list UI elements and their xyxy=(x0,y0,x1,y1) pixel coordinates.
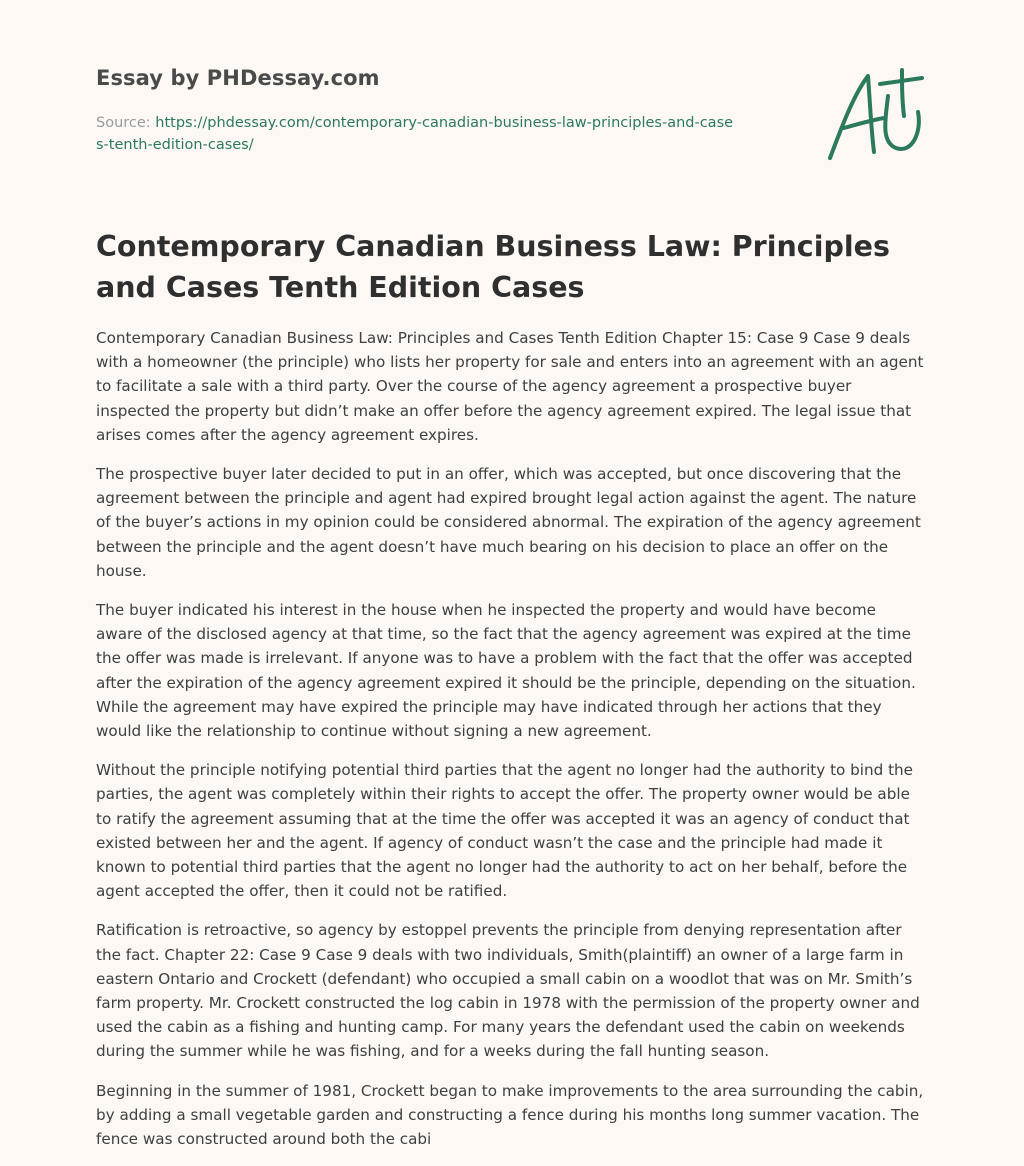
body-paragraph: Contemporary Canadian Business Law: Principles and Cases Tenth Edition Chapter 15: Case 9 Case 9 deals with a homeowner (the principle) who lists her property for sale and enters into an agreement with an agent to facilitate a sale with a third party. Over the course of the agency agreement a prospective buyer inspected the property but didn’t make an offer before the agency agreement expired. The legal issue that arises comes after the agency agreement expires. xyxy=(96,329,924,444)
source-link[interactable]: https://phdessay.com/contemporary-canadian-business-law-principles-and-cases-tenth-edition-cases/ xyxy=(96,115,734,153)
source-label: Source: xyxy=(96,115,151,131)
body-paragraph: Ratification is retroactive, so agency by estoppel prevents the principle from denying representation after the fact. Chapter 22: Case 9 Case 9 deals with two individuals, Smith(plaintiff) an owner of a large farm in eastern Ontario and Crockett (defendant) who occupied a small cabin on a woodlot that was on Mr. Smith’s farm property. Mr. Crockett constructed the log cabin in 1978 with the permission of the property owner and used the cabin as a fishing and hunting camp. For many years the defendant used the cabin on weekends during the summer while he was fishing, and for a weeks during the fall hunting season. xyxy=(96,921,920,1061)
source-line xyxy=(96,112,736,156)
body-paragraph: The prospective buyer later decided to put in an offer, which was accepted, but once discovering that the agreement between the principle and agent had expired brought legal action against the agent. The nature of the buyer’s actions in my opinion could be considered abnormal. The expiration of the agency agreement between the principle and the agent doesn’t have much bearing on his decision to place an offer on the house. xyxy=(96,465,921,580)
body-paragraph: Without the principle notifying potential third parties that the agent no longer had the authority to bind the parties, the agent was completely within their rights to accept the offer. The property owner would be able to ratify the agreement assuming that at the time the offer was accepted it was an agency of conduct that existed between her and the agent. If agency of conduct wasn’t the case and the principle had made it known to potential third parties that the agent no longer had the authority to act on her behalf, before the agent accepted the offer, then it could not be ratified. xyxy=(96,761,914,901)
body-paragraph: Beginning in the summer of 1981, Crockett began to make improvements to the area surrounding the cabin, by adding a small vegetable garden and constructing a fence during his months long summer vacation. The fence was constructed around both the cabi xyxy=(96,1081,924,1149)
document-body xyxy=(96,326,926,1166)
page-header xyxy=(96,0,926,170)
essay-page xyxy=(96,0,926,1149)
site-title: Essay by PHDessay.com xyxy=(96,66,380,90)
body-paragraph: The buyer indicated his interest in the house when he inspected the property and would have become aware of the disclosed agency at that time, so the fact that the agency agreement was expired at the time the offer was made is irrelevant. If anyone was to have a problem with the fact that the offer was accepted after the expiration of the agency agreement expired it should be the principle, depending on the situation. While the agreement may have expired the principle may have indicated through her actions that they would like the relationship to continue without signing a new agreement. xyxy=(96,601,916,741)
a-plus-logo-icon xyxy=(822,66,926,166)
document-title: Contemporary Canadian Business Law: Principles and Cases Tenth Edition Cases xyxy=(96,230,890,304)
